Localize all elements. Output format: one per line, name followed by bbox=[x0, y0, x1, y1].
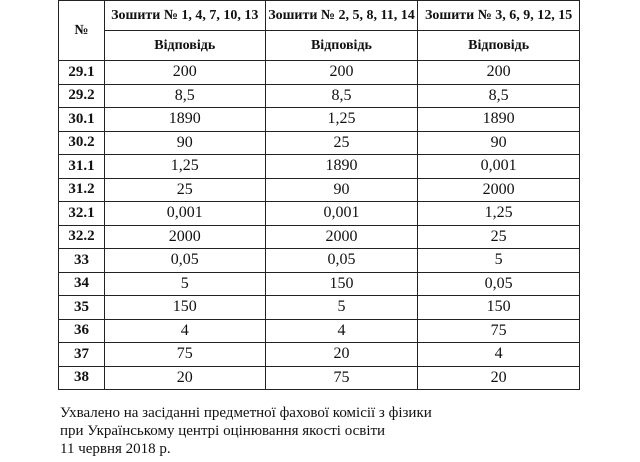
task-number: 35 bbox=[59, 296, 105, 320]
task-number: 32.1 bbox=[59, 202, 105, 226]
answer-cell: 25 bbox=[265, 131, 418, 155]
answer-cell: 0,05 bbox=[104, 249, 265, 273]
task-number: 34 bbox=[59, 272, 105, 296]
table-row bbox=[59, 225, 580, 249]
answer-cell: 20 bbox=[265, 343, 418, 367]
answer-cell: 8,5 bbox=[418, 84, 580, 108]
task-number: 32.2 bbox=[59, 225, 105, 249]
answer-cell: 1,25 bbox=[265, 108, 418, 132]
table-row bbox=[59, 131, 580, 155]
subheader-row bbox=[59, 31, 580, 61]
answer-cell: 2000 bbox=[418, 178, 580, 202]
answer-cell: 150 bbox=[265, 272, 418, 296]
answer-cell: 5 bbox=[265, 296, 418, 320]
table-row bbox=[59, 178, 580, 202]
answer-cell: 1890 bbox=[418, 108, 580, 132]
column-header-3: Зошити № 3, 6, 9, 12, 15 bbox=[418, 1, 580, 31]
answer-cell: 25 bbox=[418, 225, 580, 249]
task-number: 31.2 bbox=[59, 178, 105, 202]
answer-cell: 8,5 bbox=[104, 84, 265, 108]
task-number: 36 bbox=[59, 319, 105, 343]
answer-cell: 75 bbox=[418, 319, 580, 343]
answer-cell: 1,25 bbox=[104, 155, 265, 179]
answer-cell: 5 bbox=[104, 272, 265, 296]
subheader-2: Відповідь bbox=[265, 31, 418, 61]
table-row bbox=[59, 155, 580, 179]
answer-cell: 90 bbox=[418, 131, 580, 155]
table-row bbox=[59, 84, 580, 108]
answer-cell: 1890 bbox=[265, 155, 418, 179]
table-row bbox=[59, 249, 580, 273]
answers-table bbox=[58, 0, 580, 390]
answer-cell: 20 bbox=[104, 366, 265, 390]
answer-cell: 200 bbox=[265, 61, 418, 85]
table-row bbox=[59, 61, 580, 85]
table-row bbox=[59, 366, 580, 390]
task-number: 29.2 bbox=[59, 84, 105, 108]
answer-cell: 0,05 bbox=[265, 249, 418, 273]
answer-cell: 90 bbox=[265, 178, 418, 202]
answer-cell: 150 bbox=[418, 296, 580, 320]
task-number: 33 bbox=[59, 249, 105, 273]
answer-cell: 2000 bbox=[104, 225, 265, 249]
answer-cell: 200 bbox=[104, 61, 265, 85]
answer-cell: 25 bbox=[104, 178, 265, 202]
table-row bbox=[59, 319, 580, 343]
table-row bbox=[59, 343, 580, 367]
column-header-2: Зошити № 2, 5, 8, 11, 14 bbox=[265, 1, 418, 31]
number-header: № bbox=[59, 1, 105, 61]
task-number: 37 bbox=[59, 343, 105, 367]
approval-note bbox=[60, 404, 432, 458]
task-number: 29.1 bbox=[59, 61, 105, 85]
answer-cell: 75 bbox=[265, 366, 418, 390]
task-number: 31.1 bbox=[59, 155, 105, 179]
answer-cell: 1,25 bbox=[418, 202, 580, 226]
answer-cell: 150 bbox=[104, 296, 265, 320]
answer-cell: 5 bbox=[418, 249, 580, 273]
column-header-1: Зошити № 1, 4, 7, 10, 13 bbox=[104, 1, 265, 31]
table-row bbox=[59, 202, 580, 226]
answer-cell: 1890 bbox=[104, 108, 265, 132]
answer-cell: 0,001 bbox=[418, 155, 580, 179]
table-row bbox=[59, 108, 580, 132]
table-row bbox=[59, 296, 580, 320]
subheader-3: Відповідь bbox=[418, 31, 580, 61]
table-row bbox=[59, 272, 580, 296]
answer-cell: 90 bbox=[104, 131, 265, 155]
task-number: 30.2 bbox=[59, 131, 105, 155]
approval-line-2: при Українському центрі оцінювання якості освіти bbox=[60, 423, 386, 439]
answer-cell: 20 bbox=[418, 366, 580, 390]
approval-line-1: Ухвалено на засіданні предметної фахової комісії з фізики bbox=[60, 405, 432, 421]
answer-cell: 2000 bbox=[265, 225, 418, 249]
task-number: 30.1 bbox=[59, 108, 105, 132]
answer-cell: 75 bbox=[104, 343, 265, 367]
answer-cell: 4 bbox=[418, 343, 580, 367]
answer-cell: 0,05 bbox=[418, 272, 580, 296]
answer-cell: 8,5 bbox=[265, 84, 418, 108]
answer-cell: 0,001 bbox=[104, 202, 265, 226]
header-row bbox=[59, 1, 580, 31]
answer-cell: 4 bbox=[104, 319, 265, 343]
answer-cell: 4 bbox=[265, 319, 418, 343]
approval-date: 11 червня 2018 р. bbox=[60, 441, 171, 457]
answer-cell: 200 bbox=[418, 61, 580, 85]
subheader-1: Відповідь bbox=[104, 31, 265, 61]
task-number: 38 bbox=[59, 366, 105, 390]
answer-cell: 0,001 bbox=[265, 202, 418, 226]
